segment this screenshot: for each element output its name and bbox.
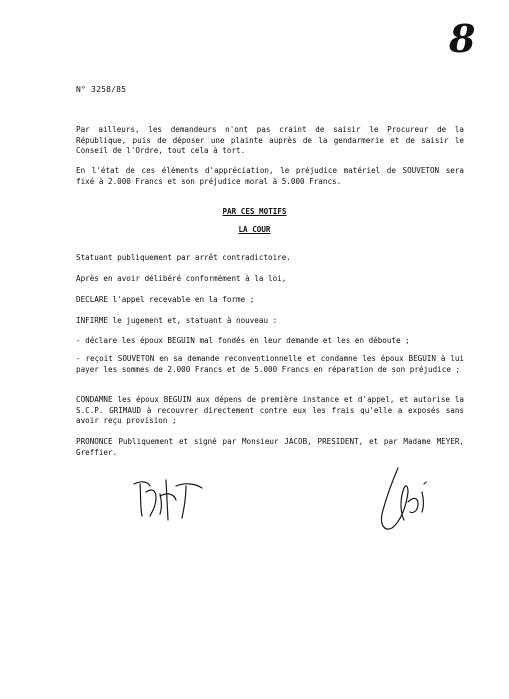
paragraph-ailleurs: Par ailleurs, les demandeurs n'ont pas craint de saisir le Procureur de la République, puis de déposer une plainte auprès de la gendarmerie et de saisir le Conseil de l'Ordre, tout cela à tort. — [76, 125, 464, 155]
paragraph-condamne: CONDAMNE les époux BEGUIN aux dépens de première instance et d'appel, et autorise la S.C.P. GRIMAUD à recouvrer directement contre eux les frais qu'elle a exposés sans avoir reçu provision ; — [76, 395, 464, 425]
heading-la-cour: LA COUR — [238, 225, 271, 234]
line-declare: DECLARE l'appel recevable en la forme ; — [76, 295, 255, 304]
paragraph-prononce: PRONONCE Publiquement et signé par Monsieur JACOB, PRESIDENT, et par Madame MEYER, Greffier. — [76, 437, 464, 457]
paragraph-prejudice: En l'état de ces éléments d'appréciation, le préjudice matériel de SOUVETON sera fixé à 2.000 Francs et son préjudice moral à 5.000 Francs. — [76, 166, 464, 186]
line-infirme: INFIRME le jugement et, statuant à nouveau : — [76, 316, 278, 325]
line-delibere: Après en avoir délibéré conformément à la loi, — [76, 274, 287, 283]
signature-president — [126, 472, 216, 522]
heading-par-ces-motifs: PAR CES MOTIFS — [222, 207, 287, 216]
case-reference: N° 3258/85 — [76, 85, 127, 94]
line-deboute: - déclare les époux BEGUIN mal fondés en leur demande et les en déboute ; — [76, 336, 410, 345]
line-statuant: Statuant publiquement par arrêt contradictoire. — [76, 253, 291, 262]
paragraph-recoit: - reçoit SOUVETON en sa demande reconventionnelle et condamne les époux BEGUIN à lui payer les sommes de 2.000 Francs et de 5.000 Francs en réparation de son préjudice ; — [76, 354, 464, 374]
page-number: 8 — [449, 16, 476, 61]
signature-greffier — [370, 462, 450, 542]
